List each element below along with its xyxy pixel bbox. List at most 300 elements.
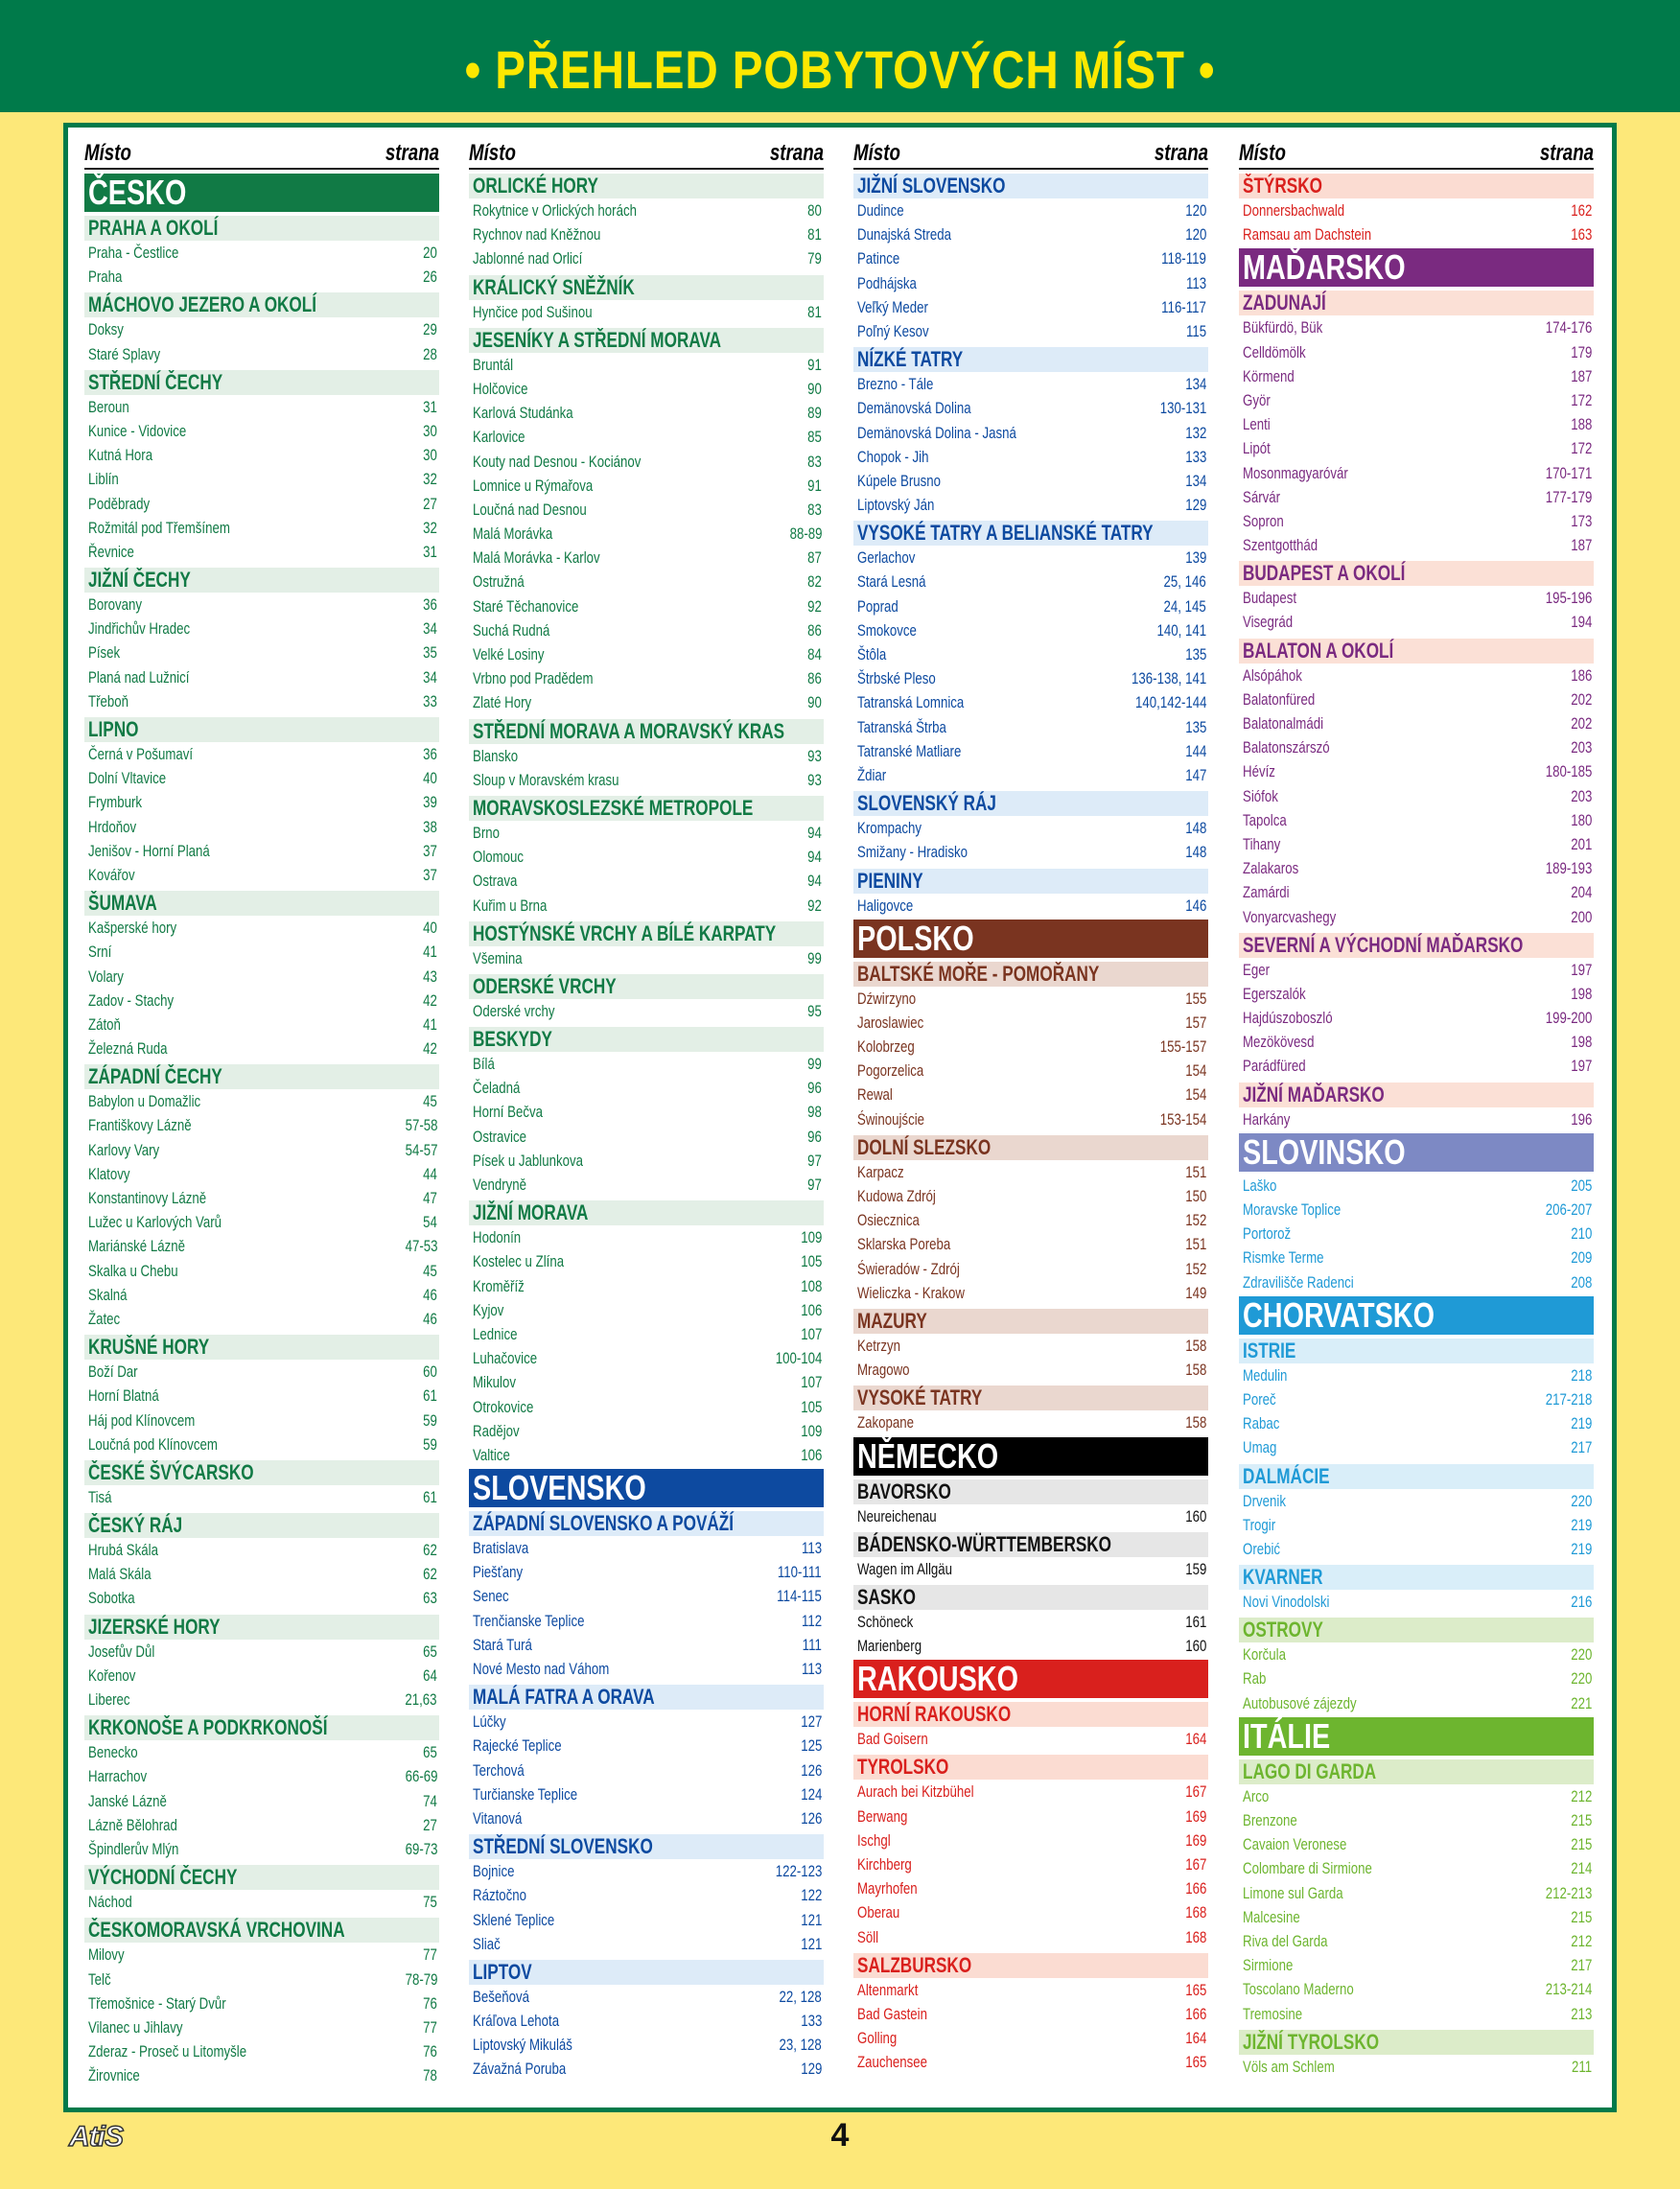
place-name: Ostrava xyxy=(473,872,518,891)
list-item xyxy=(84,1586,439,1610)
list-item xyxy=(469,1346,824,1370)
place-name: Kovářov xyxy=(88,865,135,884)
place-name: Tihany xyxy=(1243,834,1281,853)
page-ref: 140,142-144 xyxy=(1134,693,1206,712)
country-header-label: POLSKO xyxy=(857,919,974,958)
country-header xyxy=(84,174,439,212)
page-ref: 83 xyxy=(807,500,822,519)
region-header xyxy=(1239,1464,1594,1489)
list-item xyxy=(469,690,824,714)
place-name: Piešťany xyxy=(473,1563,524,1582)
page-ref: 43 xyxy=(423,966,437,986)
page-ref: 34 xyxy=(423,667,437,687)
place-name: Körmend xyxy=(1243,366,1295,385)
region-header xyxy=(1239,1565,1594,1590)
region-header-label: KVARNER xyxy=(1243,1565,1323,1590)
column-header xyxy=(853,135,1208,170)
list-item xyxy=(469,425,824,449)
list-item xyxy=(469,198,824,222)
place-name: Dunajská Streda xyxy=(857,225,952,245)
column-header xyxy=(469,135,824,170)
page-ref: 90 xyxy=(807,693,822,712)
place-name: Rajecké Teplice xyxy=(473,1736,562,1756)
place-name: Rismke Terme xyxy=(1243,1248,1324,1268)
index-column-2 xyxy=(469,135,824,2106)
page-ref: 38 xyxy=(423,817,437,836)
list-item xyxy=(1239,1489,1594,1513)
list-item xyxy=(469,1782,824,1806)
place-name: Horní Blatná xyxy=(88,1386,159,1406)
list-item xyxy=(469,1657,824,1681)
place-name: Kašperské hory xyxy=(88,919,177,938)
list-item xyxy=(469,999,824,1023)
region-header-label: ZADUNAJÍ xyxy=(1243,291,1326,315)
place-name: Olomouc xyxy=(473,848,525,867)
place-name: Josefův Důl xyxy=(88,1642,155,1661)
page-ref: 135 xyxy=(1184,645,1206,664)
page-ref: 187 xyxy=(1570,366,1592,385)
region-header-label: STŘEDNÍ SLOVENSKO xyxy=(473,1834,653,1859)
place-name: Sklené Teplice xyxy=(473,1910,555,1929)
page-ref: 107 xyxy=(800,1373,822,1392)
page-ref: 24, 145 xyxy=(1163,596,1206,616)
list-item xyxy=(84,916,439,940)
page-ref: 30 xyxy=(423,446,437,465)
page-ref: 54-57 xyxy=(405,1140,437,1159)
region-header xyxy=(853,962,1208,987)
page-ref: 116-117 xyxy=(1161,297,1206,316)
list-item xyxy=(853,894,1208,918)
list-item xyxy=(84,1013,439,1036)
list-item xyxy=(84,1089,439,1113)
page-ref: 20 xyxy=(423,244,437,262)
page-ref: 62 xyxy=(423,1541,437,1560)
place-name: Malá Morávka - Karlov xyxy=(473,548,600,568)
region-header xyxy=(853,1755,1208,1780)
list-item xyxy=(853,1334,1208,1358)
place-name: Vendryně xyxy=(473,1176,527,1194)
atis-logo: AtiS xyxy=(69,2121,123,2153)
region-header xyxy=(84,1335,439,1360)
place-name: Cavaion Veronese xyxy=(1243,1835,1347,1854)
list-item xyxy=(84,419,439,443)
page-ref: 220 xyxy=(1570,1669,1592,1688)
list-item xyxy=(84,1432,439,1456)
page-ref: 78 xyxy=(423,2066,437,2085)
region-header xyxy=(84,216,439,241)
page-ref: 203 xyxy=(1570,786,1592,805)
list-item xyxy=(84,1485,439,1509)
list-item xyxy=(84,1789,439,1813)
page-ref: 134 xyxy=(1184,375,1206,394)
column-header-page: strana xyxy=(769,140,824,166)
page-ref: 129 xyxy=(800,2060,822,2079)
place-name: Kolobrzeg xyxy=(857,1037,915,1057)
region-header-label: MAZURY xyxy=(857,1308,927,1333)
list-item xyxy=(469,946,824,970)
list-item xyxy=(469,869,824,893)
place-name: Mezökövesd xyxy=(1243,1033,1315,1052)
place-name: Kirchberg xyxy=(857,1855,912,1874)
page-ref: 179 xyxy=(1570,342,1592,361)
page-ref: 112 xyxy=(801,1611,822,1630)
page-ref: 105 xyxy=(800,1397,822,1416)
place-name: Bad Gastein xyxy=(857,2004,927,2023)
country-header xyxy=(853,1660,1208,1698)
region-header-label: BÁDENSKO-WÜRTTEMBERSKO xyxy=(857,1531,1112,1556)
place-name: Haligovce xyxy=(857,896,914,915)
place-name: Bruntál xyxy=(473,355,514,374)
list-item xyxy=(469,377,824,401)
place-name: Černá v Pošumaví xyxy=(88,745,194,763)
place-name: Pogorzelica xyxy=(857,1061,924,1081)
list-item xyxy=(469,1443,824,1467)
page-ref: 203 xyxy=(1570,738,1592,757)
place-name: Portorož xyxy=(1243,1224,1292,1244)
place-name: Altenmarkt xyxy=(857,1980,919,1999)
place-name: Ischgl xyxy=(857,1830,891,1850)
list-item xyxy=(1239,1246,1594,1269)
page-ref: 106 xyxy=(800,1300,822,1319)
list-item xyxy=(469,1633,824,1657)
place-name: Hodonín xyxy=(473,1228,522,1247)
place-name: Bešeňová xyxy=(473,1987,529,2006)
page-ref: 33 xyxy=(423,691,437,710)
list-item xyxy=(853,1610,1208,1634)
place-name: Loučná nad Desnou xyxy=(473,500,587,519)
region-header xyxy=(84,1064,439,1089)
page-ref: 220 xyxy=(1570,1645,1592,1665)
page-ref: 86 xyxy=(807,669,822,688)
page-ref: 194 xyxy=(1570,613,1592,632)
page-ref: 42 xyxy=(423,990,437,1010)
region-header-label: NÍZKÉ TATRY xyxy=(857,347,964,372)
region-header xyxy=(469,921,824,946)
page-ref: 212 xyxy=(1570,1786,1592,1805)
region-header xyxy=(469,719,824,744)
place-name: Kouty nad Desnou - Kociánov xyxy=(473,452,642,471)
region-header-label: SEVERNÍ A VÝCHODNÍ MAĎARSKO xyxy=(1243,932,1524,957)
page-ref: 127 xyxy=(800,1712,822,1732)
place-name: Söll xyxy=(857,1927,879,1946)
place-name: Autobusové zájezdy xyxy=(1243,1693,1357,1712)
page-ref: 42 xyxy=(423,1039,437,1059)
place-name: Kostelec u Zlína xyxy=(473,1252,565,1271)
list-item xyxy=(84,742,439,766)
page-ref: 221 xyxy=(1570,1693,1592,1712)
list-item xyxy=(1239,2055,1594,2079)
page-ref: 77 xyxy=(423,2017,437,2037)
page-ref: 122 xyxy=(800,1886,822,1905)
region-header-label: LIPNO xyxy=(88,717,139,741)
place-name: Tatranská Lomnica xyxy=(857,693,965,712)
list-item xyxy=(853,1410,1208,1434)
place-name: Trenčianske Teplice xyxy=(473,1611,585,1630)
place-name: Umag xyxy=(1243,1438,1277,1457)
place-name: Nové Mesto nad Váhom xyxy=(473,1660,610,1678)
place-name: Sklarska Poreba xyxy=(857,1235,951,1254)
place-name: Kunice - Vidovice xyxy=(88,421,187,440)
list-item xyxy=(853,1900,1208,1924)
page-ref: 44 xyxy=(423,1164,437,1183)
list-item xyxy=(853,1925,1208,1949)
place-name: Zadov - Stachy xyxy=(88,990,175,1010)
page-ref: 168 xyxy=(1184,1903,1206,1922)
page-ref: 79 xyxy=(807,249,822,268)
region-header-label: KRÁLICKÝ SNĚŽNÍK xyxy=(473,274,635,299)
place-name: Bílá xyxy=(473,1055,495,1074)
page-ref: 59 xyxy=(423,1410,437,1430)
page-ref: 134 xyxy=(1184,471,1206,490)
page-ref: 130-131 xyxy=(1159,399,1206,418)
place-name: Riva del Garda xyxy=(1243,1931,1328,1950)
list-item xyxy=(84,492,439,516)
page-ref: 147 xyxy=(1184,765,1206,784)
place-name: Liptovský Ján xyxy=(857,496,935,515)
place-name: Parádfüred xyxy=(1243,1057,1306,1076)
index-column-3 xyxy=(853,135,1208,2106)
page-ref: 26 xyxy=(423,268,437,287)
list-item xyxy=(84,516,439,540)
page-ref: 173 xyxy=(1570,511,1592,530)
place-name: Lipót xyxy=(1243,439,1271,458)
region-header xyxy=(84,1513,439,1538)
page-ref: 31 xyxy=(423,397,437,416)
page-ref: 99 xyxy=(807,1055,822,1074)
region-header-label: BALTSKÉ MOŘE - POMOŘANY xyxy=(857,961,1100,986)
region-header xyxy=(853,1479,1208,1504)
page-ref: 133 xyxy=(1184,447,1206,466)
page-ref: 57-58 xyxy=(405,1116,437,1135)
region-header-label: ZÁPADNÍ SLOVENSKO A POVÁŽÍ xyxy=(473,1511,735,1536)
page-ref: 46 xyxy=(423,1309,437,1328)
place-name: Smižany - Hradisko xyxy=(857,843,968,862)
page-ref: 122-123 xyxy=(775,1862,822,1881)
region-header-label: JIŽNÍ SLOVENSKO xyxy=(857,174,1006,198)
page-ref: 98 xyxy=(807,1103,822,1122)
list-item xyxy=(469,1274,824,1298)
page-ref: 197 xyxy=(1570,960,1592,979)
page-ref: 155-157 xyxy=(1159,1037,1206,1057)
page-ref: 91 xyxy=(807,476,822,495)
place-name: Janské Lázně xyxy=(88,1791,167,1810)
list-item xyxy=(853,690,1208,714)
country-header-label: NĚMECKO xyxy=(857,1436,999,1476)
list-item xyxy=(84,2063,439,2087)
region-header-label: MALÁ FATRA A ORAVA xyxy=(473,1685,655,1710)
list-item xyxy=(84,1538,439,1562)
page-ref: 94 xyxy=(807,823,822,842)
list-item xyxy=(84,443,439,467)
page-ref: 135 xyxy=(1184,717,1206,736)
page-ref: 140, 141 xyxy=(1156,620,1206,640)
place-name: Kořenov xyxy=(88,1665,136,1685)
list-item xyxy=(853,372,1208,396)
place-name: Bad Goisern xyxy=(857,1730,928,1749)
region-header xyxy=(853,1309,1208,1334)
list-item xyxy=(84,1837,439,1861)
country-header-label: SLOVENSKO xyxy=(473,1469,646,1508)
page-ref: 164 xyxy=(1184,2029,1206,2048)
list-item xyxy=(853,2002,1208,2026)
place-name: Valtice xyxy=(473,1445,510,1464)
place-name: Staré Těchanovice xyxy=(473,596,579,616)
list-item xyxy=(1239,1977,1594,2001)
page-ref: 111 xyxy=(802,1635,822,1654)
place-name: Písek u Jablunkova xyxy=(473,1151,583,1170)
place-name: Mariánské Lázně xyxy=(88,1237,185,1256)
list-item xyxy=(853,2050,1208,2074)
page-ref: 180-185 xyxy=(1545,762,1592,781)
list-item xyxy=(853,1634,1208,1658)
list-item xyxy=(853,1160,1208,1184)
list-item xyxy=(84,1283,439,1307)
page-ref: 165 xyxy=(1184,1980,1206,1999)
page-ref: 204 xyxy=(1570,883,1592,902)
place-name: Lomnice u Rýmařova xyxy=(473,476,594,495)
list-item xyxy=(469,821,824,845)
place-name: Poľný Kesov xyxy=(857,321,929,340)
place-name: Demänovská Dolina - Jasná xyxy=(857,423,1016,442)
place-name: Egerszalók xyxy=(1243,984,1306,1003)
page-ref: 84 xyxy=(807,645,822,664)
list-item xyxy=(1239,1363,1594,1387)
place-name: Karlová Studánka xyxy=(473,404,573,423)
page-ref: 32 xyxy=(423,518,437,537)
page-ref: 96 xyxy=(807,1127,822,1146)
list-item xyxy=(1239,1642,1594,1666)
place-name: Milovy xyxy=(88,1945,125,1965)
list-item xyxy=(1239,1222,1594,1246)
region-header-label: DALMÁCIE xyxy=(1243,1463,1330,1488)
place-name: Telč xyxy=(88,1969,111,1989)
page-ref: 214 xyxy=(1570,1859,1592,1878)
column-body xyxy=(84,174,439,2087)
place-name: Balatonfüred xyxy=(1243,689,1316,709)
page-ref: 205 xyxy=(1570,1176,1592,1195)
list-item xyxy=(469,1419,824,1443)
page-ref: 213-214 xyxy=(1545,1980,1592,1999)
page-ref: 35 xyxy=(423,643,437,663)
region-header xyxy=(469,796,824,821)
page-ref: 95 xyxy=(807,1001,822,1020)
page-ref: 63 xyxy=(423,1589,437,1608)
region-header xyxy=(853,1532,1208,1557)
page-ref: 160 xyxy=(1184,1637,1206,1656)
list-item xyxy=(1239,1590,1594,1614)
place-name: Vilanec u Jihlavy xyxy=(88,2017,183,2037)
page-ref: 198 xyxy=(1570,984,1592,1003)
list-item xyxy=(84,593,439,617)
page-ref: 219 xyxy=(1570,1515,1592,1534)
place-name: Horní Bečva xyxy=(473,1103,543,1122)
region-header-label: LAGO DI GARDA xyxy=(1243,1758,1377,1783)
list-item xyxy=(1239,1411,1594,1435)
place-name: Boží Dar xyxy=(88,1362,138,1382)
list-item xyxy=(1239,388,1594,412)
column-header-place: Místo xyxy=(469,140,516,166)
place-name: Szentgotthád xyxy=(1243,536,1318,555)
list-item xyxy=(1239,958,1594,982)
place-name: Alsópáhok xyxy=(1243,665,1302,685)
list-item xyxy=(469,768,824,792)
page-ref: 186 xyxy=(1570,665,1592,685)
region-header xyxy=(1239,1759,1594,1784)
page-ref: 172 xyxy=(1570,439,1592,458)
page-ref: 83 xyxy=(807,452,822,471)
list-item xyxy=(1239,485,1594,509)
list-item xyxy=(84,1113,439,1137)
list-item xyxy=(469,1908,824,1932)
place-name: Vrbno pod Pradědem xyxy=(473,669,594,688)
page-ref: 40 xyxy=(423,769,437,788)
place-name: Zátoň xyxy=(88,1014,121,1034)
place-name: Sliač xyxy=(473,1934,501,1953)
place-name: Lužec u Karlových Varů xyxy=(88,1213,222,1232)
place-name: Praha - Čestlice xyxy=(88,244,179,262)
page-ref: 208 xyxy=(1570,1272,1592,1292)
list-item xyxy=(84,766,439,790)
page-ref: 82 xyxy=(807,572,822,592)
page-ref: 217 xyxy=(1570,1956,1592,1975)
place-name: Ždiar xyxy=(857,765,887,784)
region-header xyxy=(1239,2030,1594,2055)
list-item xyxy=(853,319,1208,343)
page-ref: 177-179 xyxy=(1545,487,1592,506)
page-ref: 124 xyxy=(800,1784,822,1804)
region-header-label: ŠUMAVA xyxy=(88,891,157,916)
page-ref: 66-69 xyxy=(405,1767,437,1786)
place-name: Jenišov - Horní Planá xyxy=(88,841,210,860)
place-name: Ketrzyn xyxy=(857,1336,900,1355)
page-ref: 75 xyxy=(423,1893,437,1912)
list-item xyxy=(469,744,824,768)
list-item xyxy=(1239,533,1594,557)
list-item xyxy=(853,198,1208,222)
list-item xyxy=(1239,880,1594,904)
region-header xyxy=(84,568,439,593)
place-name: Všemina xyxy=(473,948,523,967)
page-ref: 110-111 xyxy=(778,1563,822,1582)
page-ref: 81 xyxy=(807,302,822,321)
place-name: Tapolca xyxy=(1243,810,1287,829)
list-item xyxy=(469,300,824,324)
place-name: Otrokovice xyxy=(473,1397,534,1416)
region-header-label: JIŽNÍ MAĎARSKO xyxy=(1243,1082,1385,1106)
page-ref: 36 xyxy=(423,745,437,763)
list-item xyxy=(469,1859,824,1883)
place-name: Liblín xyxy=(88,470,119,489)
place-name: Babylon u Domažlic xyxy=(88,1092,201,1111)
list-item xyxy=(853,1257,1208,1281)
place-name: Colombare di Sirmione xyxy=(1243,1859,1372,1878)
place-name: Písek xyxy=(88,643,121,663)
list-item xyxy=(84,1234,439,1258)
page-ref: 152 xyxy=(1184,1259,1206,1278)
list-item xyxy=(469,894,824,918)
page-ref: 167 xyxy=(1184,1855,1206,1874)
region-header-label: SASKO xyxy=(857,1584,917,1609)
place-name: Dolní Vltavice xyxy=(88,769,167,788)
list-item xyxy=(853,421,1208,445)
place-name: Zamárdi xyxy=(1243,883,1290,902)
place-name: Loučná pod Klínovcem xyxy=(88,1434,218,1454)
list-item xyxy=(469,1932,824,1956)
page-ref: 212 xyxy=(1570,1931,1592,1950)
region-header xyxy=(1239,933,1594,958)
list-item xyxy=(84,1307,439,1331)
page-ref: 27 xyxy=(423,494,437,513)
